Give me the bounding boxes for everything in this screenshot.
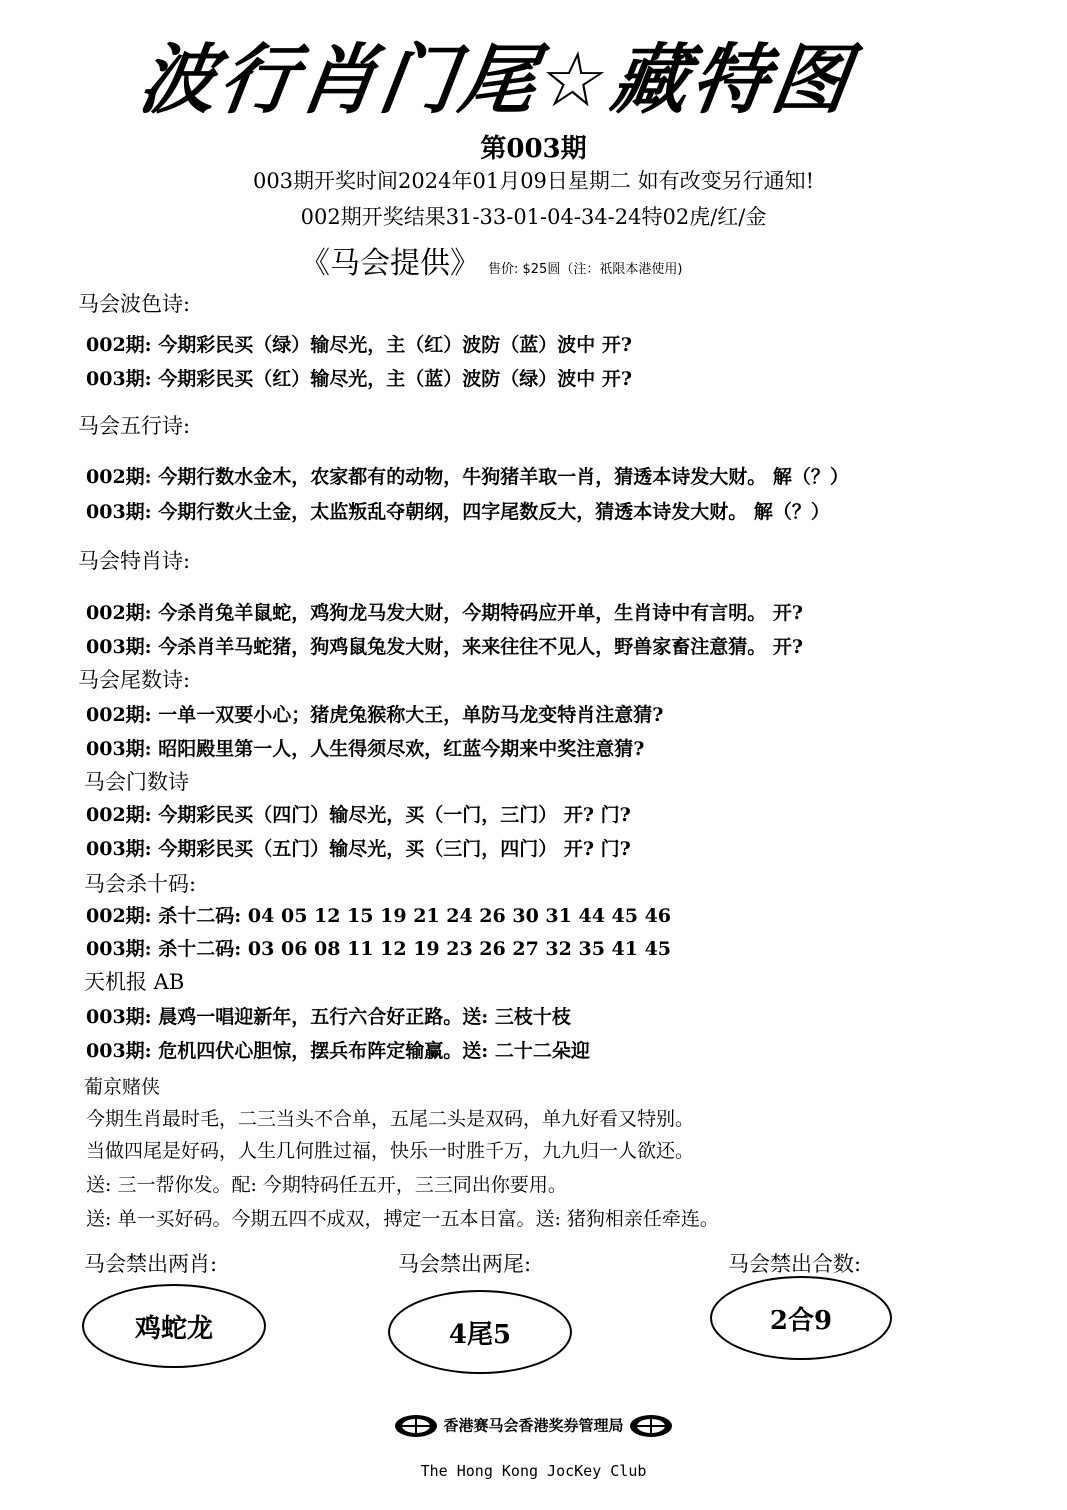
special-zodiac-line: 002期: 今杀肖兔羊鼠蛇，鸡狗龙马发大财，今期特码应开单，生肖诗中有言明。 开? xyxy=(86,602,804,624)
previous-result: 002期开奖结果31-33-01-04-34-24特02虎/红/金 xyxy=(300,205,767,229)
ban-tail-label: 马会禁出两尾: xyxy=(398,1252,532,1276)
casino-line: 当做四尾是好码，人生几何胜过福，快乐一时胜千万，九九归一人欲还。 xyxy=(86,1140,695,1162)
tail-poem-line: 003期: 昭阳殿里第一人，人生得须尽欢，红蓝今期来中奖注意猜? xyxy=(86,738,645,760)
ban-zodiac-value: 鸡蛇龙 xyxy=(134,1313,213,1344)
door-poem-heading: 马会门数诗 xyxy=(84,770,189,794)
ban-tail-value: 4尾5 xyxy=(448,1319,512,1350)
issue-number: 第003期 xyxy=(480,134,587,164)
tianji-line: 003期: 危机四伏心胆惊，摆兵布阵定输赢。送: 二十二朵迎 xyxy=(86,1040,590,1062)
special-zodiac-line: 003期: 今杀肖羊马蛇猪，狗鸡鼠兔发大财，来来往往不见人，野兽家畜注意猜。 开? xyxy=(86,636,804,658)
kill-numbers-line: 003期: 杀十二码: 03 06 08 11 12 19 23 26 27 32 35 41 45 xyxy=(86,938,672,960)
casino-line: 送: 三一帮你发。配: 今期特码任五开，三三同出你要用。 xyxy=(86,1174,567,1196)
wave-poem-heading: 马会波色诗: xyxy=(78,292,191,316)
main-title: 波行肖门尾☆藏特图 xyxy=(133,35,859,124)
kill-numbers-heading: 马会杀十码: xyxy=(84,872,197,896)
ban-sum-oval xyxy=(710,1276,892,1360)
price-note: 售价: $25圆（注：祇限本港使用) xyxy=(488,262,683,277)
footer-org-cn: 香港赛马会香港奖券管理局 xyxy=(443,1416,624,1435)
tianji-heading: 天机报 AB xyxy=(84,970,185,994)
draw-time: 003期开奖时间2024年01月09日星期二 如有改变另行通知! xyxy=(252,169,815,193)
ban-sum-value: 2合9 xyxy=(769,1305,833,1336)
special-zodiac-heading: 马会特肖诗: xyxy=(78,549,191,573)
five-elements-line: 002期: 今期行数水金木，农家都有的动物，牛狗猪羊取一肖，猜透本诗发大财。 解（？） xyxy=(86,466,849,488)
hkjc-logo-icon xyxy=(394,1414,438,1438)
tail-poem-line: 002期: 一单一双要小心；猪虎兔猴称大王，单防马龙变特肖注意猜? xyxy=(86,704,664,726)
ban-zodiac-label: 马会禁出两肖: xyxy=(84,1252,218,1276)
kill-numbers-line: 002期: 杀十二码: 04 05 12 15 19 21 24 26 30 31 44 45 46 xyxy=(86,905,672,927)
ban-tail-oval xyxy=(388,1290,572,1374)
ban-zodiac-oval xyxy=(82,1284,266,1368)
tianji-line: 003期: 晨鸡一唱迎新年，五行六合好正路。送: 三枝十枝 xyxy=(86,1006,571,1028)
ban-sum-label: 马会禁出合数: xyxy=(728,1252,862,1276)
hkjc-logo-icon xyxy=(629,1414,673,1438)
casino-heading: 葡京赌侠 xyxy=(84,1076,161,1098)
wave-poem-line: 002期: 今期彩民买（绿）输尽光，主（红）波防（蓝）波中 开? xyxy=(86,334,633,356)
five-elements-heading: 马会五行诗: xyxy=(78,414,191,438)
door-poem-line: 002期: 今期彩民买（四门）输尽光，买（一门，三门） 开? 门? xyxy=(86,804,631,826)
casino-line: 送: 单一买好码。今期五四不成双，搏定一五本日富。送: 猪狗相亲任牵连。 xyxy=(86,1208,719,1230)
footer-org-en: The Hong Kong JocKey Club xyxy=(420,1462,647,1480)
door-poem-line: 003期: 今期彩民买（五门）输尽光，买（三门，四门） 开? 门? xyxy=(86,838,631,860)
casino-line: 今期生肖最时毛，二三当头不合单，五尾二头是双码，单九好看又特别。 xyxy=(86,1108,695,1130)
footer-org-cn-row xyxy=(0,1414,1067,1438)
tail-poem-heading: 马会尾数诗: xyxy=(78,668,191,692)
wave-poem-line: 003期: 今期彩民买（红）输尽光，主（蓝）波防（绿）波中 开? xyxy=(86,368,633,390)
provider-line xyxy=(300,238,682,282)
provider: 《马会提供》 xyxy=(300,246,480,281)
five-elements-line: 003期: 今期行数火土金，太监叛乱夺朝纲，四字尾数反大，猜透本诗发大财。 解（？） xyxy=(86,501,830,523)
